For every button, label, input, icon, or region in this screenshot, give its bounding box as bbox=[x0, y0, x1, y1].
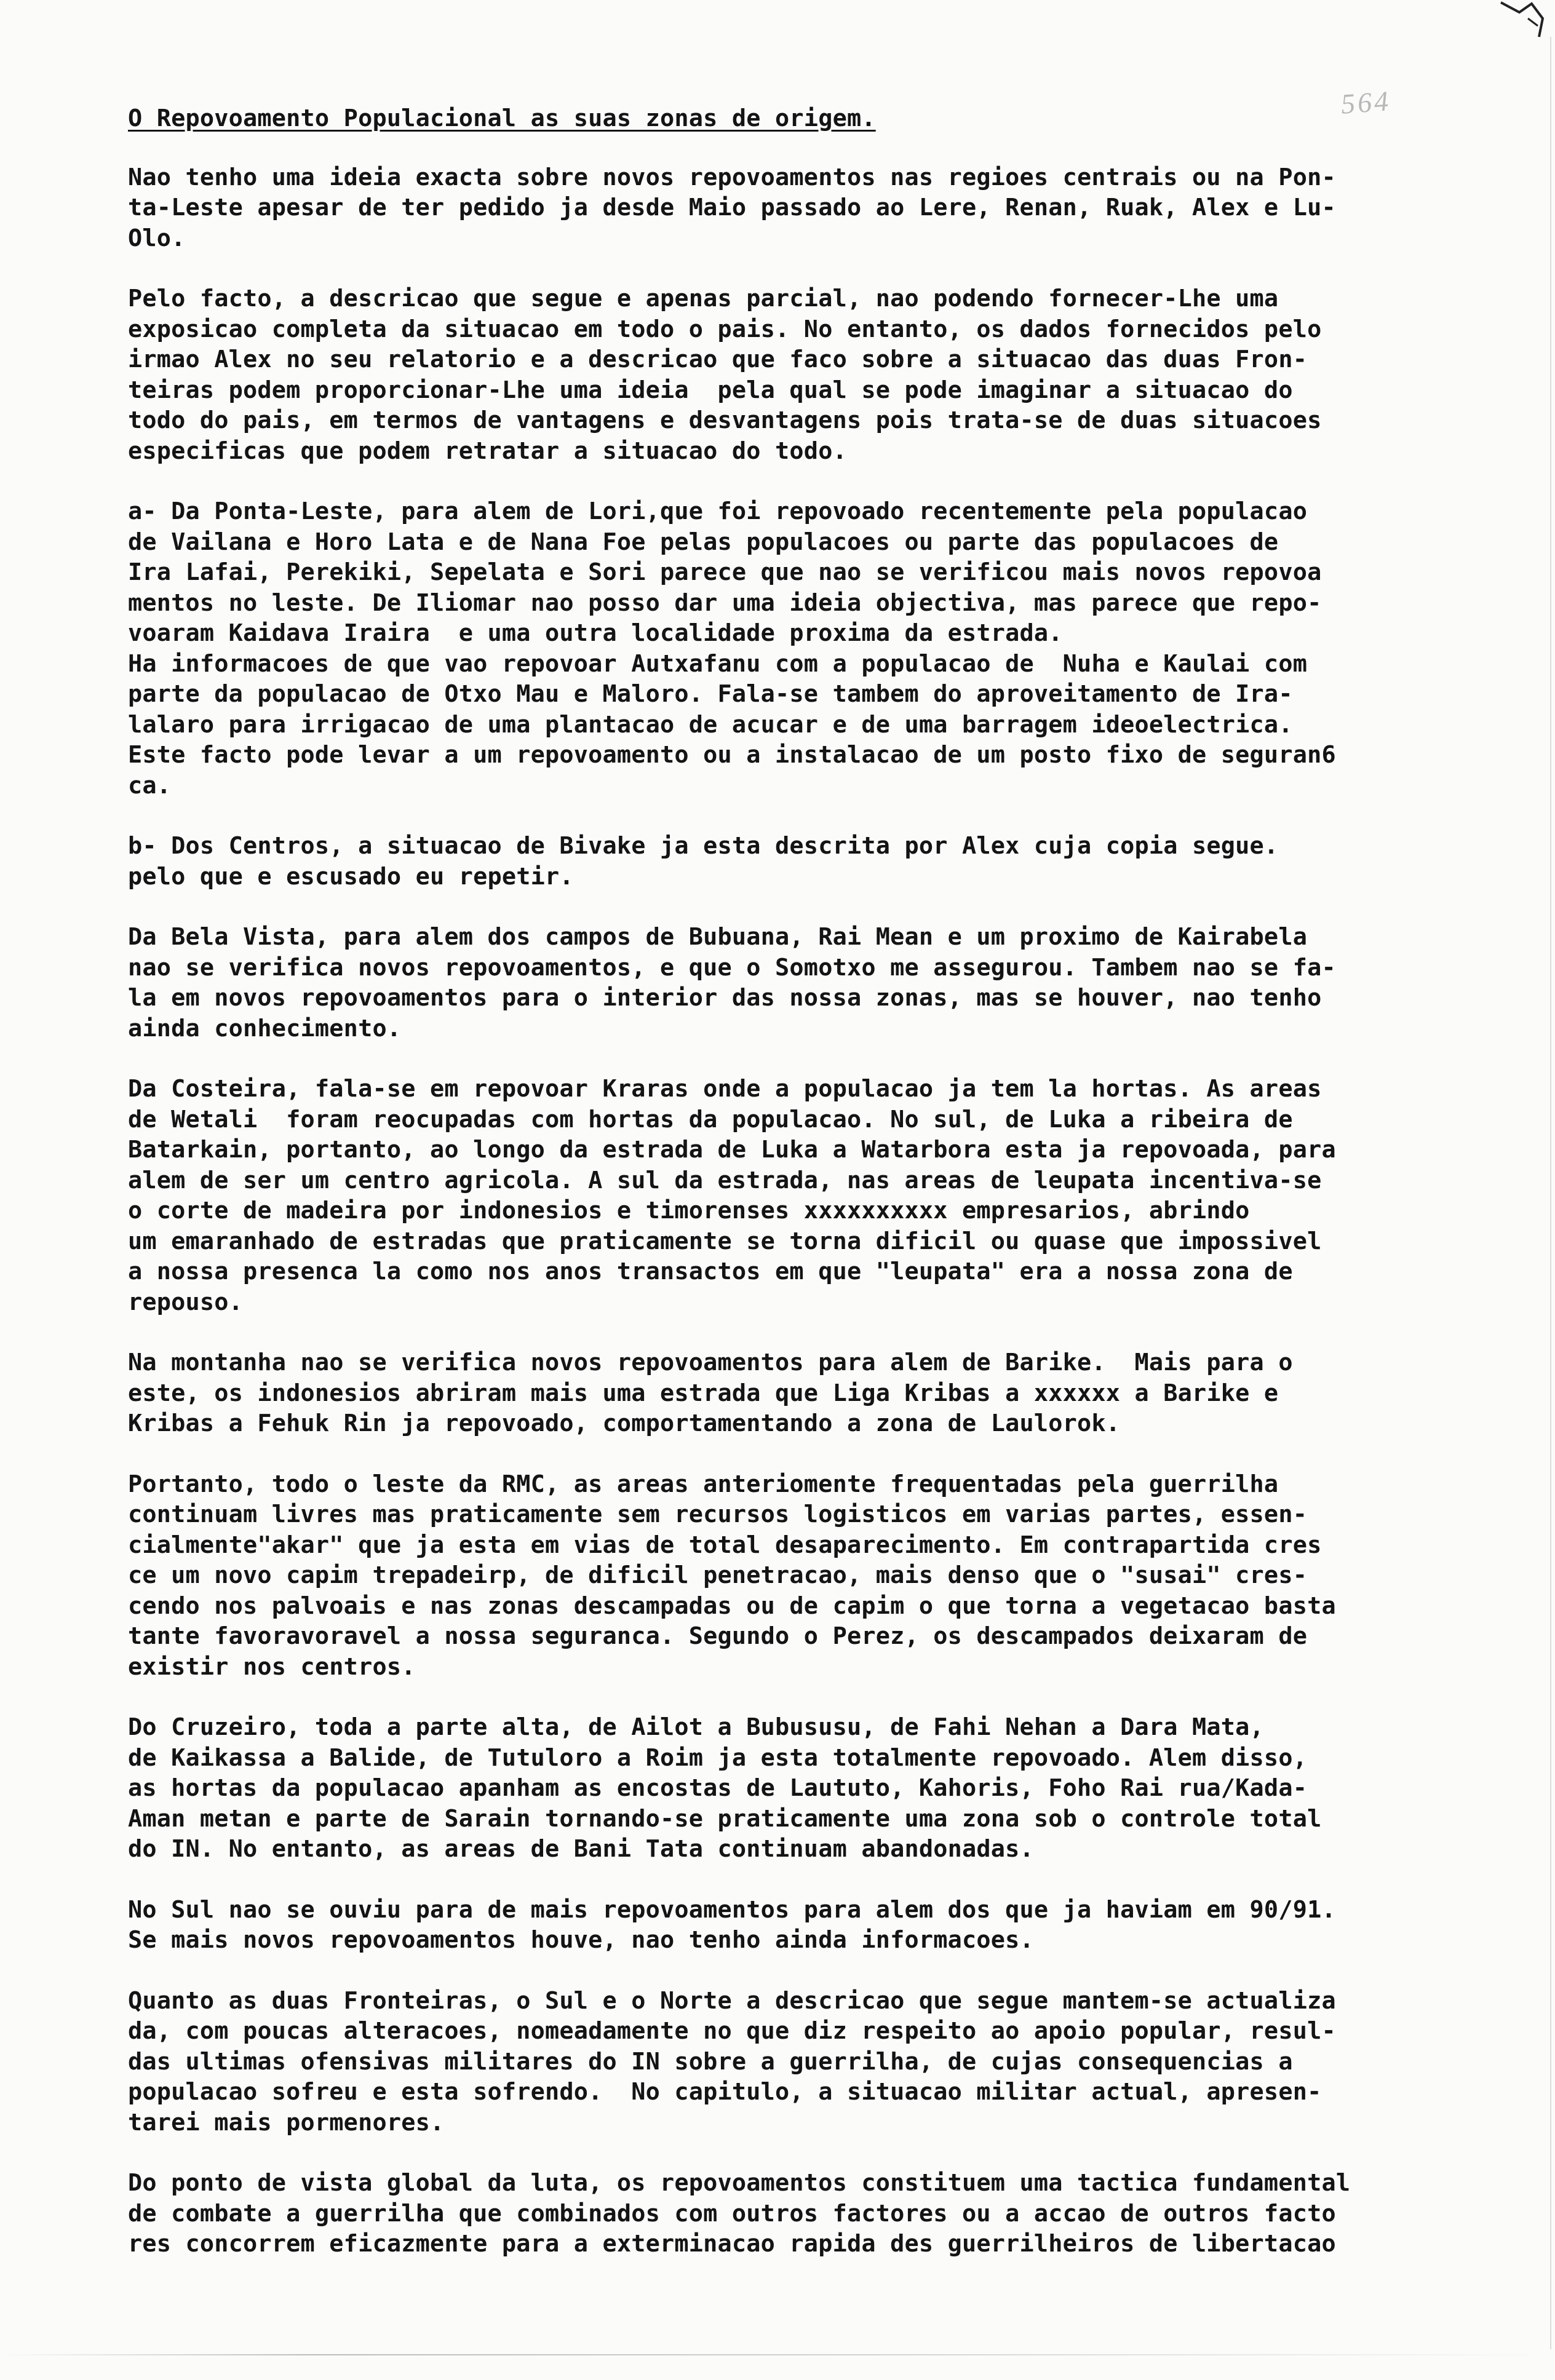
paragraph-ponta-leste: a- Da Ponta-Leste, para alem de Lori,que foi repovoado recentemente pela populacao de Vailana e Horo Lata e de Nana Foe pelas populacoes ou parte das populacoes de Ira Lafai, Perekiki, Sepelata e Sori parece que nao se verificou mais novos repovoa mentos no leste. De Iliomar nao posso dar uma ideia objectiva, mas parece que repo- voaram Kaidava Iraira e uma outra localidade proxima da estrada. Ha informacoes de que vao repovoar Autxafanu com a populacao de Nuha e Kaulai com parte da populacao de Otxo Mau e Maloro. Fala-se tambem do aproveitamento de Ira- lalaro para irrigacao de uma plantacao de acucar e de uma barragem ideoelectrica. Este facto pode levar a um repovoamento ou a instalacao de um posto fixo de seguran6 ca. bbox=[128, 498, 1336, 799]
paragraph-costeira: Da Costeira, fala-se em repovoar Kraras onde a populacao ja tem la hortas. As areas de Wetali foram reocupadas com hortas da populacao. No sul, de Luka a ribeira de Batarkain, portanto, ao longo da estrada de Luka a Watarbora esta ja repovoada, para alem de ser um centro agricola. A sul da estrada, nas areas de leupata incentiva-se o corte de madeira por indonesios e timorenses xxxxxxxxxx empresarios, abrindo um emaranhado de estradas que praticamente se torna dificil ou quase que impossivel a nossa presenca la como nos anos transactos em que "leupata" era a nossa zona de repouso. bbox=[128, 1075, 1336, 1316]
paragraph-fronteiras: Quanto as duas Fronteiras, o Sul e o Norte a descricao que segue mantem-se actualiza da, com poucas alteracoes, nomeadamente no que diz respeito ao apoio popular, resul- das ultimas ofensivas militares do IN sobre a guerrilha, de cujas consequencias a populacao sofreu e esta sofrendo. No capitulo, a situacao militar actual, apresen- tarei mais pormenores. bbox=[128, 1986, 1336, 2136]
paragraph-cruzeiro: Do Cruzeiro, toda a parte alta, de Ailot a Bubususu, de Fahi Nehan a Dara Mata, de Kaikassa a Balide, de Tutuloro a Roim ja esta totalmente repovoado. Alem disso, as hortas da populacao apanham as encostas de Laututo, Kahoris, Foho Rai rua/Kada- Aman metan e parte de Sarain tornando-se praticamente uma zona sob o controle total do IN. No entanto, as areas de Bani Tata continuam abandonadas. bbox=[128, 1713, 1322, 1863]
page-number: 564 bbox=[1340, 85, 1392, 120]
paragraph-intro: Nao tenho uma ideia exacta sobre novos repovoamentos nas regioes centrais ou na Pon- ta-Leste apesar de ter pedido ja desde Maio passado ao Lere, Renan, Ruak, Alex e Lu- Olo. bbox=[128, 163, 1336, 252]
paragraph-leste-rmc: Portanto, todo o leste da RMC, as areas anteriomente frequentadas pela guerrilha continuam livres mas praticamente sem recursos logisticos em varias partes, essen- cialmente"akar" que ja esta em vias de total desaparecimento. Em contrapartida cres ce um novo capim trepadeirp, de dificil penetracao, mais denso que o "susai" cres- cendo nos palvoais e nas zonas descampadas ou de capim o que torna a vegetacao basta tante favoravoravel a nossa seguranca. Segundo o Perez, os descampados deixaram de existir nos centros. bbox=[128, 1470, 1336, 1681]
paragraph-context: Pelo facto, a descricao que segue e apenas parcial, nao podendo fornecer-Lhe uma exposicao completa da situacao em todo o pais. No entanto, os dados fornecidos pelo irmao Alex no seu relatorio e a descricao que faco sobre a situacao das duas Fron- teiras podem proporcionar-Lhe uma ideia pela qual se pode imaginar a situacao do todo do pais, em termos de vantagens e desvantagens pois trata-se de duas situacoes especificas que podem retratar a situacao do todo. bbox=[128, 285, 1322, 465]
paragraph-centros: b- Dos Centros, a situacao de Bivake ja esta descrita por Alex cuja copia segue. pelo que e escusado eu repetir. bbox=[128, 832, 1279, 891]
paragraph-global: Do ponto de vista global da luta, os repovoamentos constituem uma tactica fundamental de combate a guerrilha que combinados com outros factores ou a accao de outros facto res concorrem eficazmente para a exterminacao rapida des guerrilheiros de libertacao bbox=[128, 2169, 1351, 2258]
page-corner-mark bbox=[1495, 0, 1546, 43]
paragraph-montanha: Na montanha nao se verifica novos repovoamentos para alem de Barike. Mais para o este, os indonesios abriram mais uma estrada que Liga Kribas a xxxxxx a Barike e Kribas a Fehuk Rin ja repovoado, comportamentando a zona de Laulorok. bbox=[128, 1349, 1293, 1437]
page-bottom-edge bbox=[0, 2354, 1555, 2355]
document-body bbox=[128, 103, 1518, 2290]
paragraph-bela-vista: Da Bela Vista, para alem dos campos de Bubuana, Rai Mean e um proximo de Kairabela nao se verifica novos repovoamentos, e que o Somotxo me assegurou. Tambem nao se fa- la em novos repovoamentos para o interior das nossa zonas, mas se houver, nao tenho ainda conhecimento. bbox=[128, 923, 1336, 1042]
paragraph-sul: No Sul nao se ouviu para de mais repovoamentos para alem dos que ja haviam em 90/91. Se mais novos repovoamentos houve, nao tenho ainda informacoes. bbox=[128, 1895, 1336, 1954]
page-edge bbox=[1550, 37, 1551, 2349]
document-title: O Repovoamento Populacional as suas zonas de origem. bbox=[128, 105, 876, 132]
